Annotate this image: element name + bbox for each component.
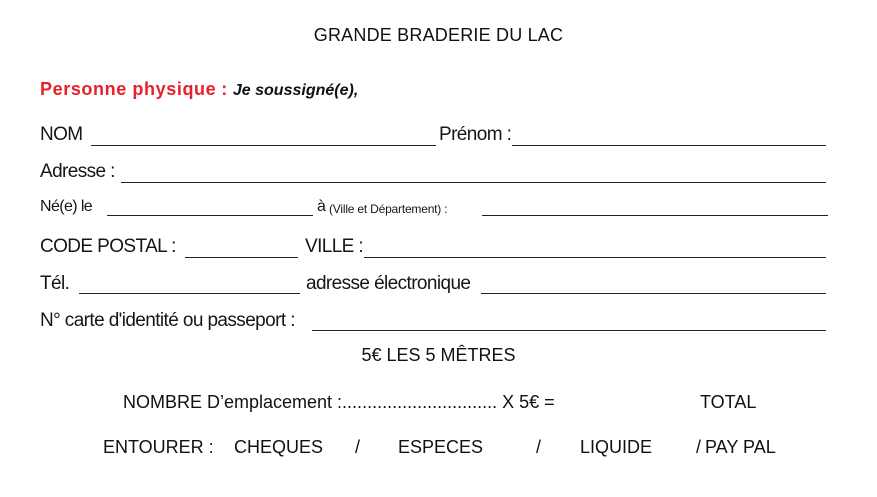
- adresse-label: Adresse :: [40, 161, 115, 182]
- birthplace-hint: (Ville et Département) :: [329, 202, 448, 216]
- tel-label: Tél.: [40, 273, 70, 294]
- birthdate-field[interactable]: [107, 215, 313, 216]
- total-label: TOTAL: [700, 392, 757, 412]
- nom-field[interactable]: [91, 145, 436, 146]
- payment-option-especes[interactable]: ESPECES: [398, 437, 484, 457]
- email-label: adresse électronique: [306, 273, 471, 294]
- birthdate-label: Né(e) le: [40, 198, 93, 215]
- emplacement-count-line: NOMBRE D’emplacement :............................... X 5€ =: [123, 392, 555, 412]
- postal-code-label: CODE POSTAL :: [40, 236, 176, 257]
- payment-instruction: ENTOURER :: [103, 437, 214, 457]
- prenom-label: Prénom :: [439, 124, 512, 145]
- payment-separator: /: [696, 437, 702, 457]
- payment-option-paypal[interactable]: PAY PAL: [705, 437, 776, 457]
- payment-separator: /: [536, 437, 542, 457]
- signatory-text: Je soussigné(e),: [232, 82, 359, 99]
- ville-field[interactable]: [364, 257, 826, 258]
- nom-label: NOM: [40, 124, 83, 145]
- ville-label: VILLE :: [305, 236, 364, 257]
- birthplace-a-label: à: [317, 198, 326, 215]
- section-header: [40, 79, 358, 100]
- section-colon: :: [221, 79, 228, 99]
- adresse-field[interactable]: [121, 182, 826, 183]
- id-card-field[interactable]: [312, 330, 826, 331]
- rate-note: 5€ LES 5 MÊTRES: [361, 345, 516, 365]
- payment-option-liquide[interactable]: LIQUIDE: [580, 437, 653, 457]
- payment-separator: /: [355, 437, 361, 457]
- payment-option-cheques[interactable]: CHEQUES: [234, 437, 324, 457]
- tel-field[interactable]: [79, 293, 300, 294]
- id-card-label: N° carte d'identité ou passeport :: [40, 310, 295, 331]
- postal-code-field[interactable]: [185, 257, 298, 258]
- form-title: GRANDE BRADERIE DU LAC: [313, 25, 564, 45]
- email-field[interactable]: [481, 293, 826, 294]
- prenom-field[interactable]: [512, 145, 826, 146]
- person-type-label: Personne physique: [40, 79, 217, 99]
- birthplace-field[interactable]: [482, 215, 828, 216]
